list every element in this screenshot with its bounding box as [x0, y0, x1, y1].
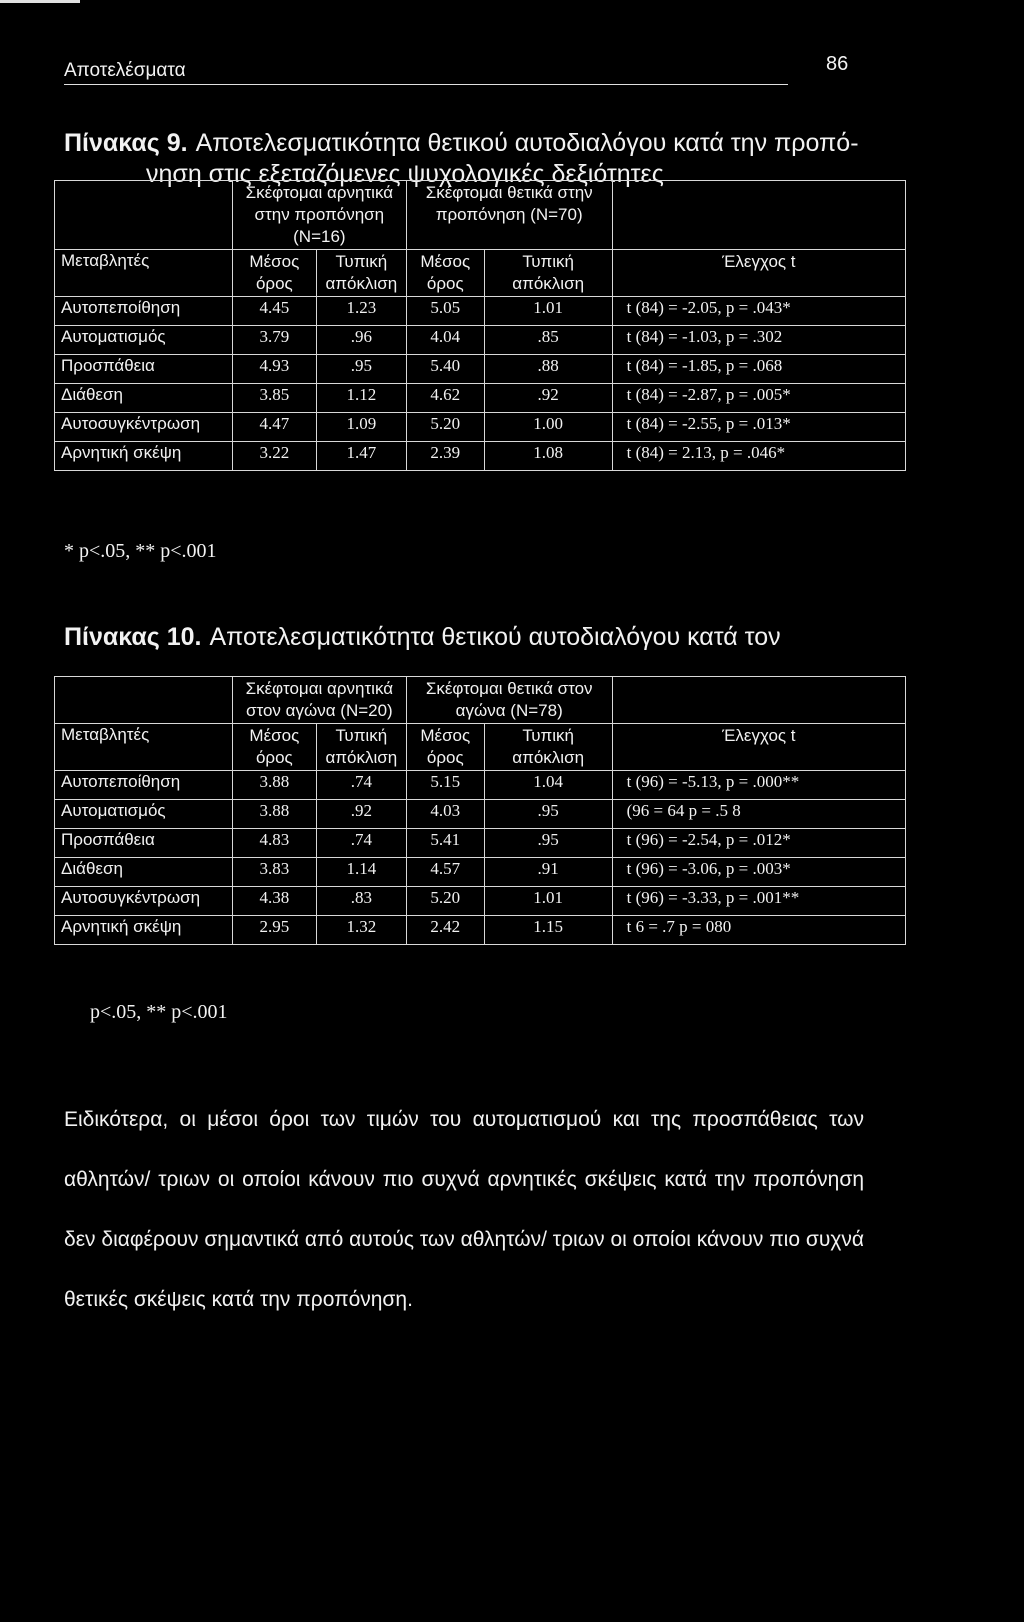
table-cell: t (84) = -2.87, p = .005*	[612, 384, 905, 413]
table-cell: .88	[484, 355, 612, 384]
table10-title: Αποτελεσματικότητα θετικού αυτοδιαλόγου κατά τον	[209, 623, 781, 651]
table-cell: 1.08	[484, 442, 612, 471]
table9-group1-header: Σκέφτομαι αρνητικά στην προπόνηση (Ν=16)	[232, 181, 406, 250]
table10-col-sd1: Τυπική απόκλιση	[316, 724, 406, 771]
table-cell: 1.23	[316, 297, 406, 326]
table-cell: 4.47	[232, 413, 316, 442]
table-row	[55, 887, 906, 916]
table9-col-sd2: Τυπική απόκλιση	[484, 250, 612, 297]
table-cell: 3.22	[232, 442, 316, 471]
table-cell: .74	[316, 829, 406, 858]
table-row	[55, 829, 906, 858]
table10-group2-header: Σκέφτομαι θετικά στον αγώνα (Ν=78)	[406, 677, 612, 724]
table-cell: 5.05	[406, 297, 484, 326]
table-cell: t (84) = -1.03, p = .302	[612, 326, 905, 355]
table-cell: Διάθεση	[55, 858, 233, 887]
table-cell: (96 = 64 p = .5 8	[612, 800, 905, 829]
table-row	[55, 771, 906, 800]
table-row	[55, 326, 906, 355]
table-cell: 2.95	[232, 916, 316, 945]
table-cell: .95	[484, 829, 612, 858]
table-cell: Προσπάθεια	[55, 355, 233, 384]
table-cell: 4.57	[406, 858, 484, 887]
table9-col-variables: Μεταβλητές	[55, 250, 233, 297]
table-cell: 1.04	[484, 771, 612, 800]
table-cell: t 6 = .7 p = 080	[612, 916, 905, 945]
table-cell: 4.38	[232, 887, 316, 916]
table-cell: 3.88	[232, 800, 316, 829]
table-row	[55, 384, 906, 413]
table-cell: 5.20	[406, 413, 484, 442]
running-header-title: Αποτελέσματα	[64, 60, 186, 81]
table-cell: t (84) = -2.05, p = .043*	[612, 297, 905, 326]
table-cell: .95	[316, 355, 406, 384]
table10-footnote: p<.05, ** p<.001	[90, 1001, 228, 1023]
table-row	[55, 800, 906, 829]
table9-group-header-row	[55, 181, 906, 250]
table10-column-header-row	[55, 724, 906, 771]
table-cell: 1.01	[484, 887, 612, 916]
table-row	[55, 858, 906, 887]
table-cell: 1.32	[316, 916, 406, 945]
table-cell: 5.40	[406, 355, 484, 384]
table-cell: Προσπάθεια	[55, 829, 233, 858]
table-cell: .83	[316, 887, 406, 916]
table-cell: t (96) = -5.13, p = .000**	[612, 771, 905, 800]
top-edge-rule	[0, 0, 80, 3]
table-row	[55, 442, 906, 471]
header-rule	[64, 84, 788, 85]
table-cell: 3.85	[232, 384, 316, 413]
table-cell: Αυτοπεποίθηση	[55, 771, 233, 800]
page-number: 86	[826, 53, 849, 75]
table9-title-line1: Αποτελεσματικότητα θετικού αυτοδιαλόγου κατά την προπό-	[195, 129, 859, 157]
table-cell: 1.09	[316, 413, 406, 442]
table9-group2-header: Σκέφτομαι θετικά στην προπόνηση (Ν=70)	[406, 181, 612, 250]
table10-col-sd2: Τυπική απόκλιση	[484, 724, 612, 771]
table9-col-ttest: Έλεγχος t	[612, 250, 905, 297]
table-cell: .95	[484, 800, 612, 829]
table9-footnote: * p<.05, ** p<.001	[64, 540, 217, 562]
table10-col-mean2: Μέσος όρος	[406, 724, 484, 771]
table-cell: Αρνητική σκέψη	[55, 442, 233, 471]
table-cell: Αυτοσυγκέντρωση	[55, 413, 233, 442]
table10	[54, 676, 906, 945]
table10-empty-header-cell	[55, 677, 233, 724]
table-cell: 3.83	[232, 858, 316, 887]
table-row	[55, 413, 906, 442]
table-cell: .92	[484, 384, 612, 413]
table-cell: 1.00	[484, 413, 612, 442]
table-cell: 2.42	[406, 916, 484, 945]
table9	[54, 180, 906, 471]
table10-group1-header: Σκέφτομαι αρνητικά στον αγώνα (Ν=20)	[232, 677, 406, 724]
table10-col-mean1: Μέσος όρος	[232, 724, 316, 771]
table-row	[55, 297, 906, 326]
table-cell: .74	[316, 771, 406, 800]
table-cell: 5.15	[406, 771, 484, 800]
table-cell: 4.62	[406, 384, 484, 413]
table-cell: t (96) = -2.54, p = .012*	[612, 829, 905, 858]
table-cell: .91	[484, 858, 612, 887]
table-cell: Διάθεση	[55, 384, 233, 413]
table9-label: Πίνακας 9.	[64, 129, 188, 157]
table10-group-header-row	[55, 677, 906, 724]
table-cell: t (96) = -3.06, p = .003*	[612, 858, 905, 887]
table-cell: 1.01	[484, 297, 612, 326]
table-cell: Αυτοματισμός	[55, 800, 233, 829]
table-cell: 2.39	[406, 442, 484, 471]
table-cell: 4.83	[232, 829, 316, 858]
table9-col-mean1: Μέσος όρος	[232, 250, 316, 297]
table-cell: 3.88	[232, 771, 316, 800]
table-cell: t (84) = -1.85, p = .068	[612, 355, 905, 384]
table9-col-sd1: Τυπική απόκλιση	[316, 250, 406, 297]
table-row	[55, 916, 906, 945]
table10-empty-header-cell	[612, 677, 905, 724]
table-cell: .96	[316, 326, 406, 355]
table-cell: Αρνητική σκέψη	[55, 916, 233, 945]
table-cell: .92	[316, 800, 406, 829]
table-cell: 4.93	[232, 355, 316, 384]
table-cell: .85	[484, 326, 612, 355]
table-cell: 4.03	[406, 800, 484, 829]
table-cell: 1.47	[316, 442, 406, 471]
table9-col-mean2: Μέσος όρος	[406, 250, 484, 297]
table10-label: Πίνακας 10.	[64, 623, 202, 651]
table-cell: Αυτοματισμός	[55, 326, 233, 355]
table-cell: 1.12	[316, 384, 406, 413]
table10-col-ttest: Έλεγχος t	[612, 724, 905, 771]
table-cell: t (84) = -2.55, p = .013*	[612, 413, 905, 442]
table-cell: Αυτοπεποίθηση	[55, 297, 233, 326]
table-cell: 3.79	[232, 326, 316, 355]
body-paragraph: Ειδικότερα, οι μέσοι όροι των τιμών του αυτοματισμού και της προσπάθειας των αθλητών/ τριων οι οποίοι κάνουν πιο συχνά αρνητικές σκέψεις κατά την προπόνηση δεν διαφέρουν σημαντικά από αυτούς των αθλητών/ τριων οι οποίοι κάνουν πιο συχνά θετικές σκέψεις κατά την προπόνηση.	[64, 1108, 864, 1311]
table9-empty-header-cell	[612, 181, 905, 250]
table9-empty-header-cell	[55, 181, 233, 250]
table-cell: 5.20	[406, 887, 484, 916]
table10-col-variables: Μεταβλητές	[55, 724, 233, 771]
table-cell: 1.15	[484, 916, 612, 945]
table-cell: 1.14	[316, 858, 406, 887]
table-cell: t (96) = -3.33, p = .001**	[612, 887, 905, 916]
table-cell: t (84) = 2.13, p = .046*	[612, 442, 905, 471]
table-cell: 4.45	[232, 297, 316, 326]
table-cell: 4.04	[406, 326, 484, 355]
table9-title-line2: νηση στις εξεταζόμενες ψυχολογικές δεξιότητες	[146, 160, 664, 188]
table-cell: 5.41	[406, 829, 484, 858]
table-cell: Αυτοσυγκέντρωση	[55, 887, 233, 916]
table9-column-header-row	[55, 250, 906, 297]
table10-caption	[64, 622, 904, 653]
table-row	[55, 355, 906, 384]
